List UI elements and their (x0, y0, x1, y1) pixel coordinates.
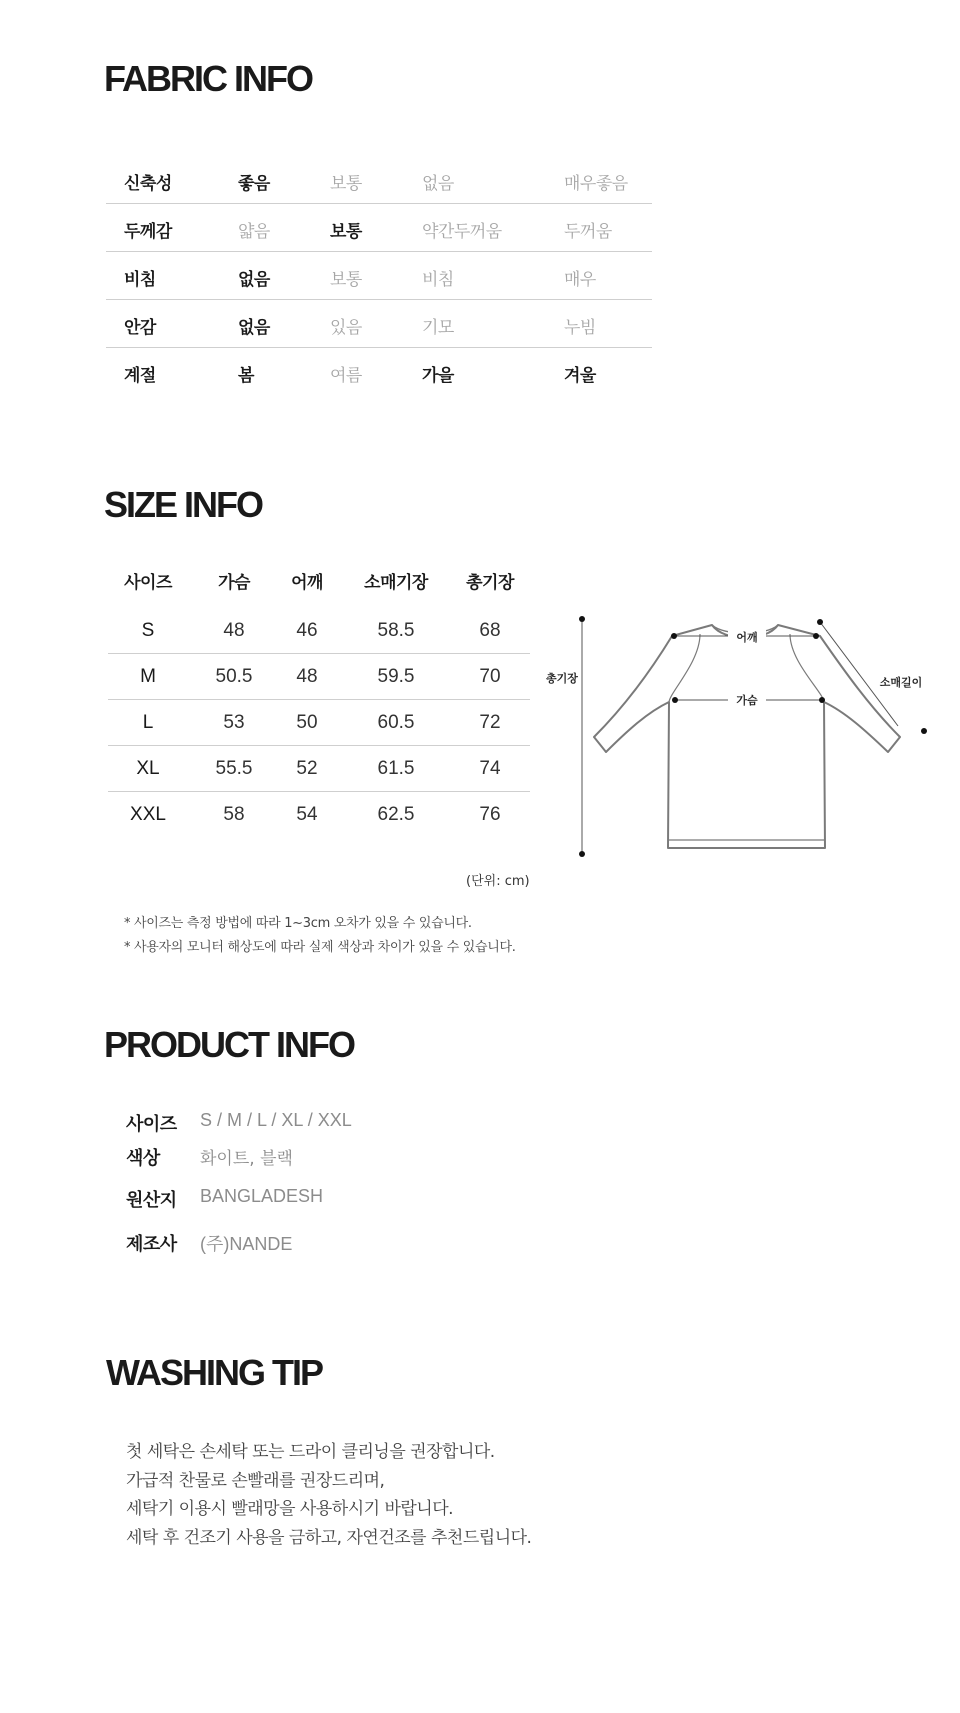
size-cell: 50 (296, 712, 318, 733)
fabric-row (106, 348, 652, 396)
size-cell: 74 (479, 758, 501, 779)
fabric-option: 매우좋음 (564, 174, 628, 194)
product-key: 원산지 (126, 1190, 177, 1211)
size-cell: 50.5 (215, 666, 253, 687)
size-cell: 53 (223, 712, 245, 733)
size-header-cell: 소매기장 (364, 573, 428, 593)
size-note: * 사이즈는 측정 방법에 따라 1~3cm 오차가 있을 수 있습니다. (124, 916, 472, 931)
shoulder-label: 어깨 (736, 631, 758, 644)
product-key: 색상 (126, 1148, 160, 1169)
shirt-seam-left (669, 634, 700, 702)
fabric-option: 누빔 (564, 318, 596, 338)
size-notes (124, 912, 516, 960)
fabric-option: 있음 (330, 318, 362, 338)
size-cell: 48 (223, 620, 245, 641)
fabric-attr-label: 비침 (124, 270, 156, 290)
size-header-cell: 가슴 (218, 573, 250, 593)
fabric-option: 기모 (422, 318, 454, 338)
washing-line: 가급적 찬물로 손빨래를 권장드리며, (126, 1470, 385, 1491)
shirt-outline (594, 625, 900, 848)
fabric-option: 보통 (330, 174, 362, 194)
fabric-option: 약간두꺼움 (422, 222, 502, 242)
length-top-dot (579, 616, 585, 622)
product-info-title: PRODUCT INFO (104, 1024, 354, 1065)
fabric-option: 비침 (422, 270, 454, 290)
size-cell: XXL (130, 804, 166, 825)
size-cell: 48 (296, 666, 318, 687)
chest-label: 가슴 (736, 694, 758, 707)
fabric-option: 가을 (422, 366, 454, 386)
size-header-cell: 총기장 (466, 573, 514, 593)
sleeve-label: 소매길이 (879, 676, 923, 689)
fabric-option: 좋음 (238, 174, 270, 194)
table-row (108, 746, 530, 792)
fabric-row (106, 252, 652, 300)
size-cell: 68 (479, 620, 501, 641)
fabric-option: 봄 (238, 366, 254, 386)
size-header-cell: 어깨 (291, 573, 323, 593)
washing-line: 첫 세탁은 손세탁 또는 드라이 클리닝을 권장합니다. (126, 1442, 495, 1462)
size-cell: XL (136, 758, 160, 779)
size-header-cell: 사이즈 (124, 573, 172, 593)
product-value: (주)NANDE (200, 1234, 293, 1254)
fabric-option: 얇음 (238, 222, 270, 242)
size-cell: 62.5 (377, 804, 415, 825)
unit-note: (단위: cm) (466, 874, 530, 889)
table-row (108, 608, 530, 654)
product-key: 사이즈 (126, 1114, 177, 1135)
size-table-header (108, 556, 530, 608)
washing-tip-text (126, 1438, 531, 1552)
washing-line: 세탁 후 건조기 사용을 금하고, 자연건조를 추천드립니다. (126, 1527, 532, 1548)
fabric-option: 여름 (330, 366, 362, 386)
washing-tip-title: WASHING TIP (106, 1352, 323, 1393)
fabric-attr-label: 두께감 (124, 222, 172, 242)
fabric-row (106, 300, 652, 348)
size-cell: 58 (223, 804, 245, 825)
fabric-row (106, 204, 652, 252)
size-cell: 60.5 (377, 712, 415, 733)
size-cell: 72 (479, 712, 501, 733)
fabric-option: 보통 (330, 270, 362, 290)
product-value: 화이트, 블랙 (200, 1149, 293, 1169)
size-cell: 58.5 (377, 620, 415, 641)
table-row (108, 700, 530, 746)
chest-right-dot (819, 697, 825, 703)
length-label: 총기장 (546, 672, 578, 685)
fabric-table (106, 156, 652, 396)
fabric-option: 없음 (422, 174, 454, 194)
size-cell: L (142, 712, 154, 733)
length-bottom-dot (579, 851, 585, 857)
size-cell: 55.5 (215, 758, 253, 779)
size-cell: 54 (296, 804, 318, 825)
fabric-attr-label: 안감 (124, 318, 156, 338)
size-cell: 61.5 (377, 758, 415, 779)
size-cell: 59.5 (377, 666, 415, 687)
size-cell: 76 (479, 804, 501, 825)
product-value: S / M / L / XL / XXL (200, 1110, 352, 1130)
fabric-attr-label: 신축성 (124, 174, 172, 194)
shirt-seam-right (790, 634, 824, 702)
size-table (108, 572, 530, 838)
fabric-option: 두꺼움 (564, 222, 612, 242)
table-row (108, 654, 530, 700)
fabric-option: 겨울 (564, 366, 596, 386)
fabric-option: 매우 (564, 270, 596, 290)
fabric-option: 보통 (330, 222, 362, 242)
size-note: * 사용자의 모니터 해상도에 따라 실제 색상과 차이가 있을 수 있습니다. (124, 940, 516, 955)
sleeve-bottom-dot (921, 728, 927, 734)
size-cell: 70 (479, 666, 501, 687)
fabric-option: 없음 (238, 318, 270, 338)
table-row (108, 792, 530, 838)
fabric-option: 없음 (238, 270, 270, 290)
washing-line: 세탁기 이용시 빨래망을 사용하시기 바랍니다. (126, 1499, 454, 1519)
size-info-title: SIZE INFO (104, 484, 263, 525)
product-key: 제조사 (126, 1234, 177, 1255)
fabric-row (106, 156, 652, 204)
sleeve-top-dot (817, 619, 823, 625)
product-value: BANGLADESH (200, 1186, 324, 1206)
chest-left-dot (672, 697, 678, 703)
fabric-attr-label: 계절 (124, 366, 156, 386)
size-cell: 46 (296, 620, 318, 641)
size-cell: 52 (296, 758, 318, 779)
shoulder-right-dot (813, 633, 819, 639)
shoulder-left-dot (671, 633, 677, 639)
size-cell: M (140, 666, 156, 687)
shirt-measurement-diagram (540, 612, 960, 874)
fabric-info-title: FABRIC INFO (104, 58, 312, 99)
size-cell: S (141, 620, 155, 641)
